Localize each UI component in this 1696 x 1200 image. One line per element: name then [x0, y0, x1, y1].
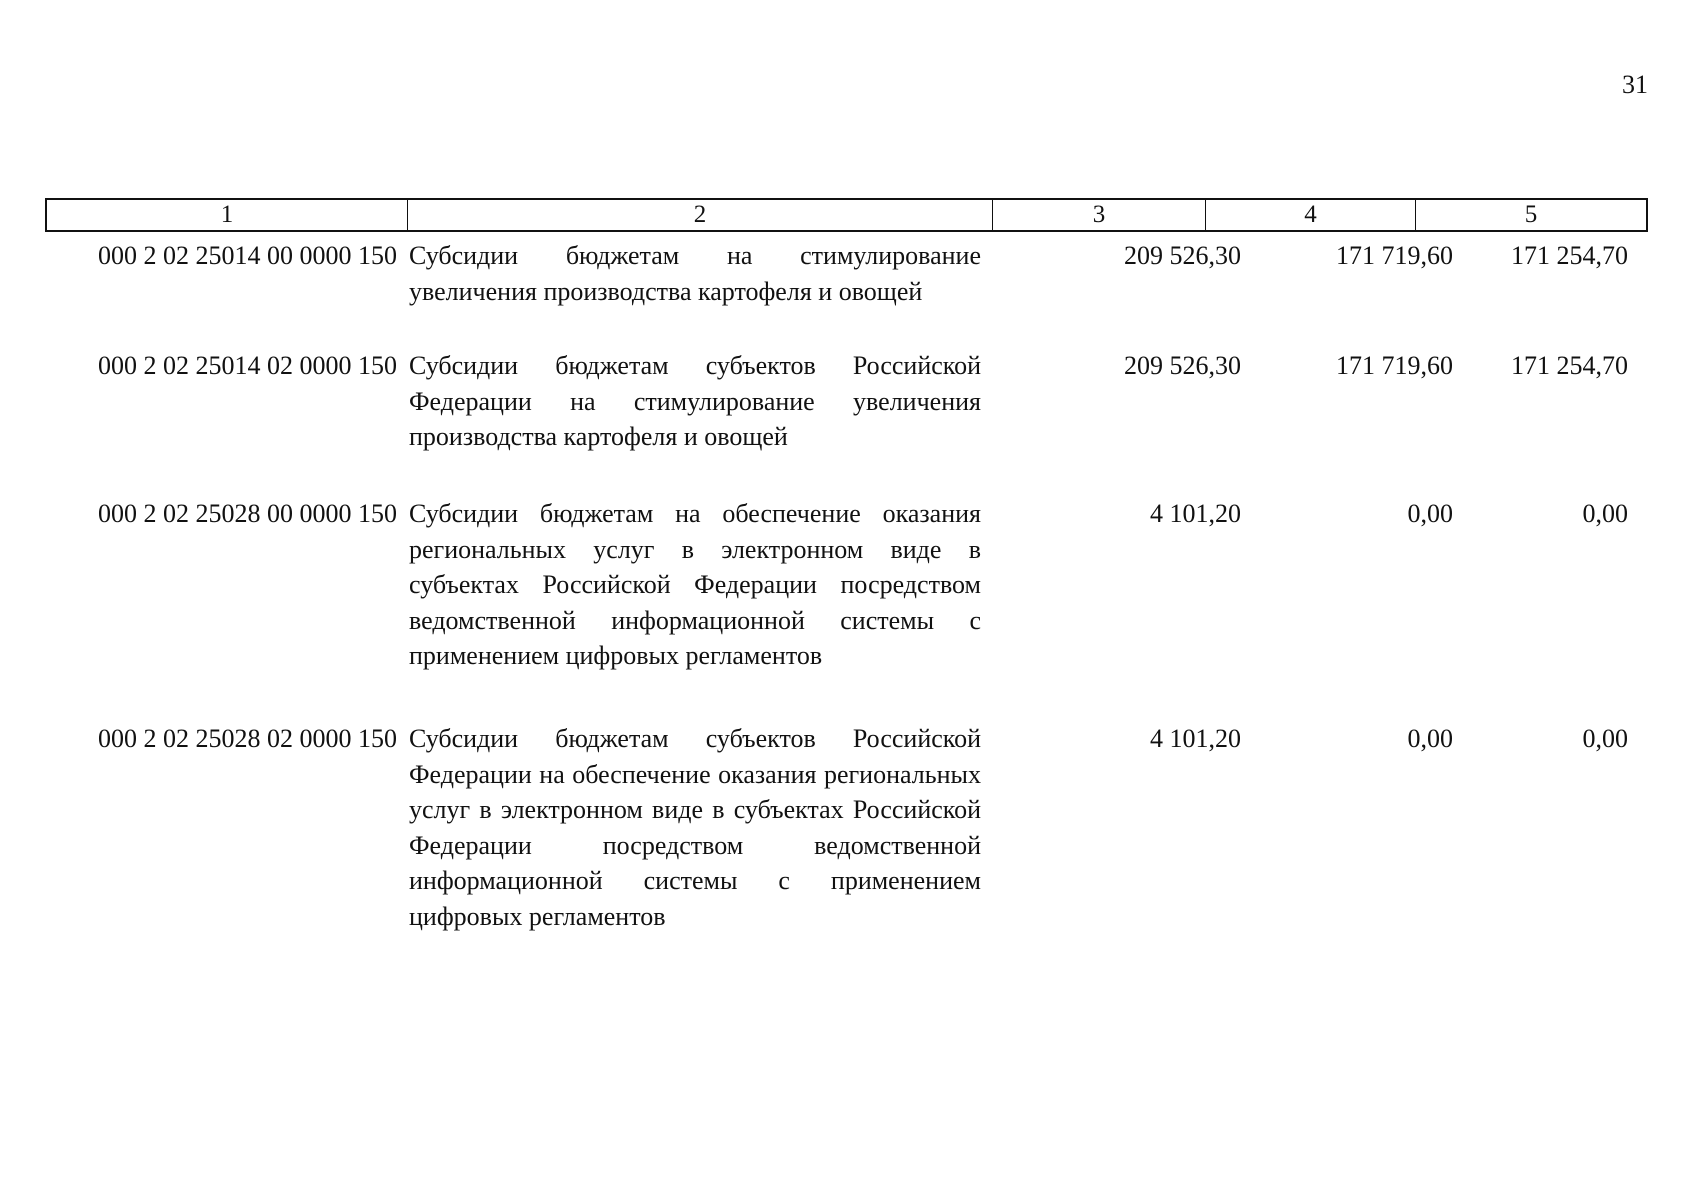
value-col-3: 4 101,20 [1150, 499, 1241, 528]
value-col-4: 171 719,60 [1336, 351, 1453, 380]
value-col-5: 171 254,70 [1511, 241, 1628, 270]
row-description: Субсидии бюджетам на обеспечение оказания региональных услуг в электронном виде в субъектах Российской Федерации посредством ведомственной информационной системы с применением цифровых регламентов [409, 499, 981, 670]
header-col-1: 1 [46, 199, 408, 231]
header-col-4: 4 [1206, 199, 1416, 231]
budget-code: 000 2 02 25028 00 0000 150 [98, 499, 397, 528]
header-col-2: 2 [408, 199, 993, 231]
budget-code: 000 2 02 25014 00 0000 150 [98, 241, 397, 270]
budget-code: 000 2 02 25014 02 0000 150 [98, 351, 397, 380]
value-col-5: 0,00 [1582, 724, 1628, 753]
table-row [45, 496, 1648, 721]
row-description: Субсидии бюджетам субъектов Российской Федерации на стимулирование увеличения производства картофеля и овощей [409, 351, 981, 451]
budget-table-body [45, 238, 1648, 981]
table-row [45, 238, 1648, 348]
table-row [45, 721, 1648, 981]
budget-code: 000 2 02 25028 02 0000 150 [98, 724, 397, 753]
value-col-3: 209 526,30 [1124, 241, 1241, 270]
column-number-header [45, 198, 1648, 232]
value-col-3: 4 101,20 [1150, 724, 1241, 753]
value-col-4: 0,00 [1407, 724, 1453, 753]
value-col-4: 171 719,60 [1336, 241, 1453, 270]
value-col-4: 0,00 [1407, 499, 1453, 528]
value-col-5: 0,00 [1582, 499, 1628, 528]
page-number: 31 [1622, 70, 1648, 99]
row-description: Субсидии бюджетам на стимулирование увеличения производства картофеля и овощей [409, 241, 981, 306]
value-col-5: 171 254,70 [1511, 351, 1628, 380]
table-row [45, 348, 1648, 496]
header-col-5: 5 [1416, 199, 1648, 231]
value-col-3: 209 526,30 [1124, 351, 1241, 380]
row-description: Субсидии бюджетам субъектов Российской Федерации на обеспечение оказания региональных услуг в электронном виде в субъектах Российской Федерации посредством ведомственной информационной системы с применением цифровых регламентов [409, 724, 981, 931]
header-col-3: 3 [993, 199, 1206, 231]
